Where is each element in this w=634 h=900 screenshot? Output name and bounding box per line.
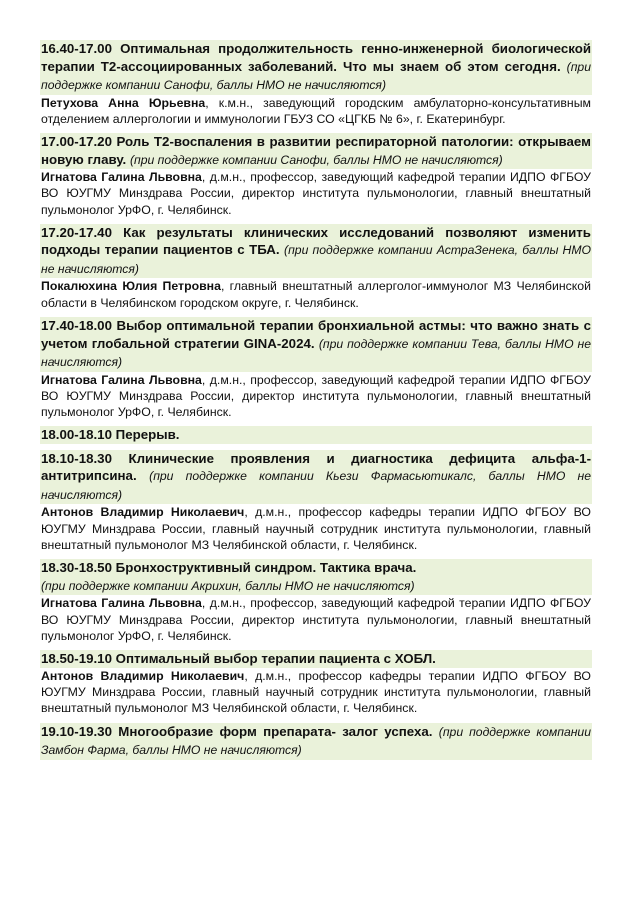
session-header xyxy=(40,426,592,444)
speaker-name: Петухова Анна Юрьевна xyxy=(41,95,206,110)
speaker-info: , д.м.н., профессор, заведующий кафедрой терапии ИДПО ФГБОУ ВО ЮУГМУ Минздрава России, директор института пульмонологии, главный внештатный пульмонолог УрФО, г. Челябинск. xyxy=(41,596,591,643)
program-entry xyxy=(40,559,592,644)
session-sponsor-note: (при поддержке компании АстраЗенека, баллы НМО не начисляются) xyxy=(41,243,591,276)
speaker-line xyxy=(40,169,592,218)
session-title: 17.20-17.40 Как результаты клинических исследований позволяют изменить подходы терапии пациентов с ТБА. xyxy=(41,224,591,258)
session-title: 17.40-18.00 Выбор оптимальной терапии бронхиальной астмы: что важно знать с учетом глобальной стратегии GINA-2024. xyxy=(41,318,591,351)
session-title: 18.50-19.10 Оптимальный выбор терапии пациента с ХОБЛ. xyxy=(41,651,436,667)
program-entry xyxy=(40,650,592,716)
speaker-info: , д.м.н., профессор, заведующий кафедрой терапии ИДПО ФГБОУ ВО ЮУГМУ Минздрава России, директор института пульмонологии, главный внештатный пульмонолог УрФО, г. Челябинск. xyxy=(41,372,591,420)
speaker-line xyxy=(40,595,592,644)
speaker-name: Игнатова Галина Львовна xyxy=(41,372,202,387)
speaker-name: Игнатова Галина Львовна xyxy=(41,170,202,185)
speaker-info: , д.м.н., профессор кафедры терапии ИДПО ФГБОУ ВО ЮУГМУ Минздрава России, главный научный сотрудник института пульмонологии, главный внештатный пульмонолог МЗ Челябинской области, г. Челябинск. xyxy=(41,505,591,553)
session-header xyxy=(40,224,592,279)
program-entry xyxy=(40,40,592,127)
speaker-info: , к.м.н., заведующий городским амбулаторно-консультативным отделением аллергологии и иммунологии ГБУЗ СО «ЦГКБ № 6», г. Екатеринбург. xyxy=(41,95,591,126)
speaker-name: Антонов Владимир Николаевич xyxy=(41,668,245,683)
program-entry xyxy=(40,133,592,218)
session-header xyxy=(40,133,592,169)
program-page xyxy=(40,40,592,766)
program-entry xyxy=(40,723,592,760)
session-title: 16.40-17.00 Оптимальная продолжительность генно-инженерной биологической терапии Т2-ассоциированных заболеваний. Что мы знаем об этом сегодня. xyxy=(41,41,591,74)
speaker-info: , д.м.н., профессор кафедры терапии ИДПО ФГБОУ ВО ЮУГМУ Минздрава России, главный научный сотрудник института пульмонологии, главный внештатный пульмонолог МЗ Челябинской области, г. Челябинск. xyxy=(41,668,591,716)
program-entry xyxy=(40,224,592,311)
session-sponsor-note: (при поддержке компании Акрихин, баллы НМО не начисляются) xyxy=(41,578,415,593)
speaker-line xyxy=(40,278,592,311)
program-entry-break xyxy=(40,426,592,444)
speaker-name: Покалюхина Юлия Петровна xyxy=(41,279,221,294)
session-header xyxy=(40,723,592,760)
session-sponsor-note: (при поддержке компании Санофи, баллы НМО не начисляются) xyxy=(41,59,591,92)
session-header xyxy=(40,450,592,505)
speaker-line xyxy=(40,95,592,128)
speaker-line xyxy=(40,504,592,553)
speaker-name: Игнатова Галина Львовна xyxy=(41,596,202,611)
session-title: 18.30-18.50 Бронхоструктивный синдром. Тактика врача. xyxy=(41,560,417,576)
session-header xyxy=(40,650,592,668)
session-sponsor-note: (при поддержке компании Тева, баллы НМО не начисляются) xyxy=(41,336,591,370)
session-header xyxy=(40,559,592,595)
session-sponsor-note: (при поддержке компании Санофи, баллы НМО не начисляются) xyxy=(129,152,503,167)
session-sponsor-note: (при поддержке компании Кьези Фармасьютикалс, баллы НМО не начисляются) xyxy=(41,469,591,502)
session-header xyxy=(40,40,592,95)
speaker-line xyxy=(40,668,592,717)
speaker-info: , главный внештатный аллерголог-иммунолог МЗ Челябинской области в Челябинском городском округе, г. Челябинск. xyxy=(41,279,592,310)
session-title: 18.10-18.30 Клинические проявления и диагностика дефицита альфа-1-антитрипсина. xyxy=(41,450,591,484)
program-entry xyxy=(40,317,592,420)
speaker-name: Антонов Владимир Николаевич xyxy=(41,505,245,520)
session-title: 18.00-18.10 Перерыв. xyxy=(41,427,180,443)
session-title: 17.00-17.20 Роль Т2-воспаления в развитии респираторной патологии: открываем новую главу. xyxy=(41,134,591,167)
session-sponsor-note: (при поддержке компании Замбон Фарма, баллы НМО не начисляются) xyxy=(41,724,591,758)
program-entry xyxy=(40,450,592,553)
session-title: 19.10-19.30 Многообразие форм препарата- залог успеха. xyxy=(41,723,433,739)
speaker-info: , д.м.н., профессор, заведующий кафедрой терапии ИДПО ФГБОУ ВО ЮУГМУ Минздрава России, директор института пульмонологии, главный внештатный пульмонолог УрФО, г. Челябинск. xyxy=(41,170,591,217)
session-header xyxy=(40,317,592,372)
speaker-line xyxy=(40,372,592,421)
